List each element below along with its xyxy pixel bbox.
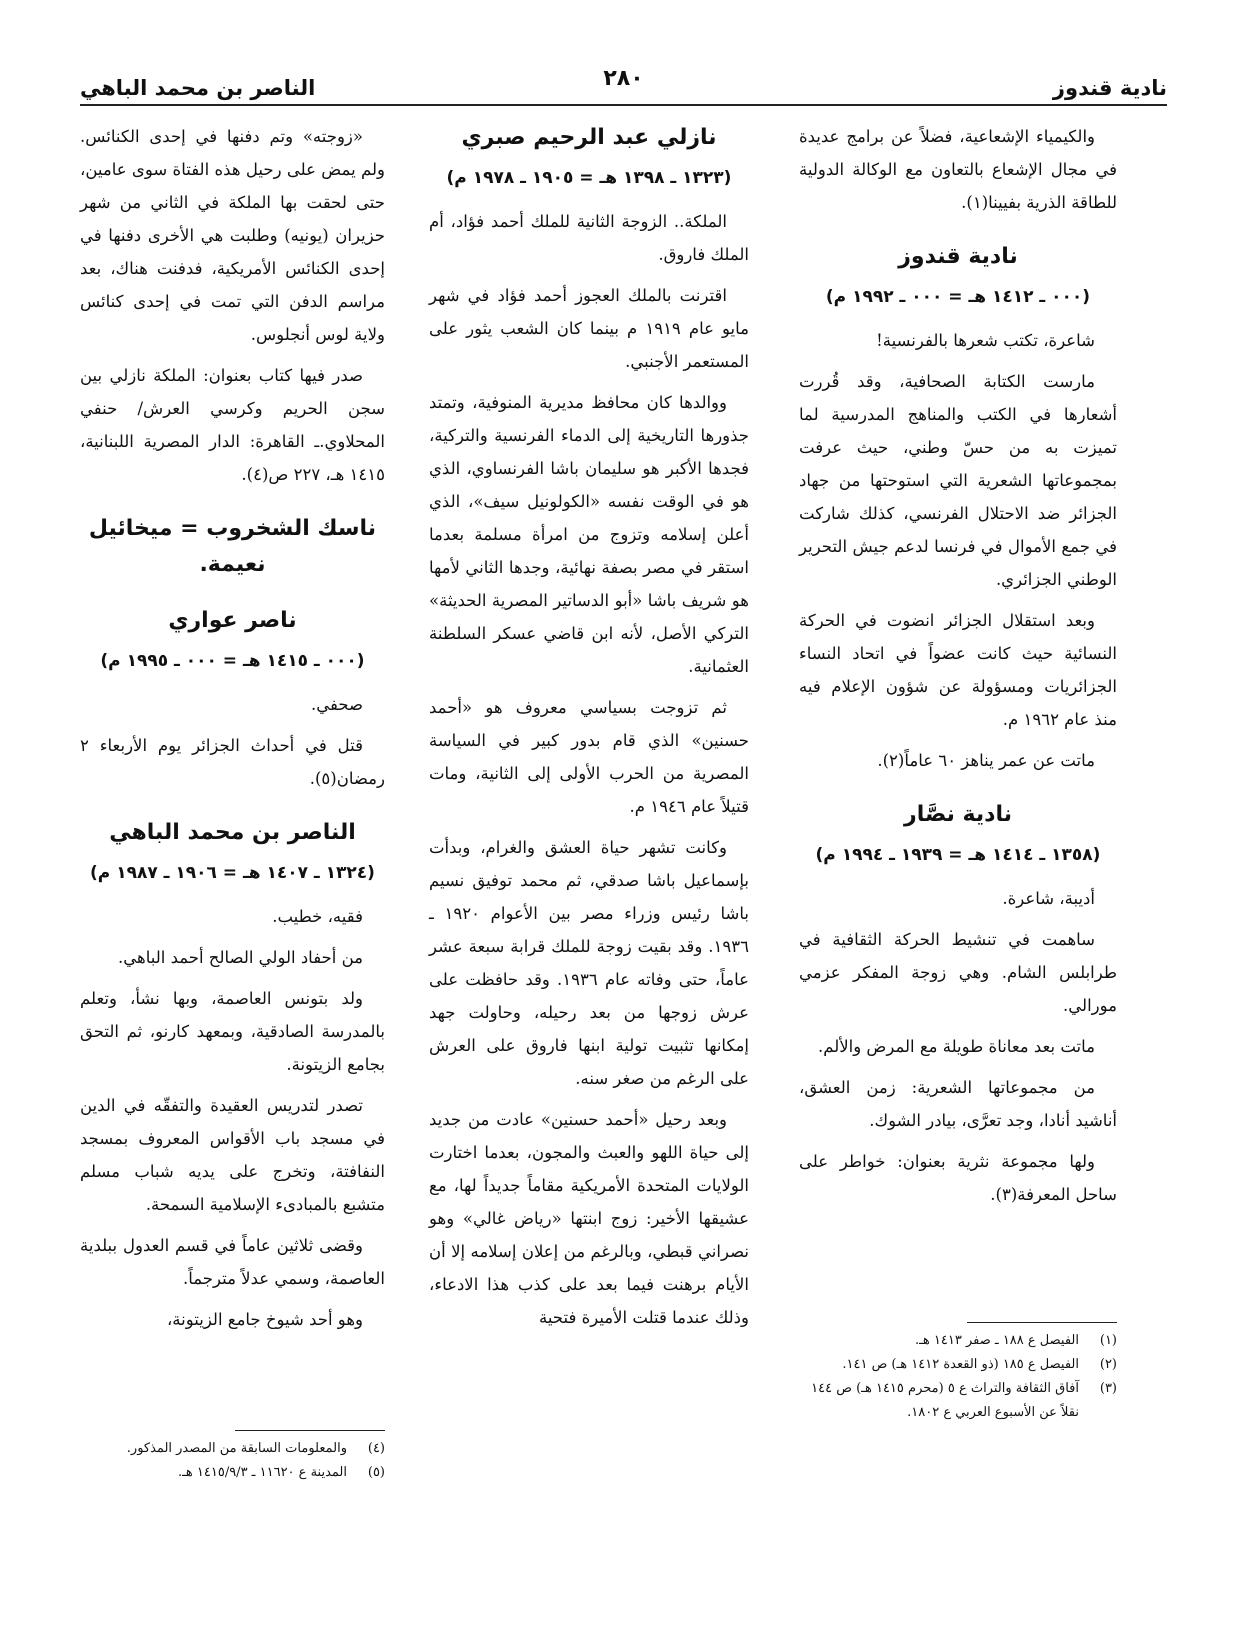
footnote-number: (١) (1099, 1333, 1117, 1348)
footnote (80, 1461, 385, 1485)
entry-paragraph: من مجموعاتها الشعرية: زمن العشق، أناشيد أنادا، وجد تعرَّى، بيادر الشوك. (799, 1078, 1117, 1130)
footnote-text: الفيصل ع ١٨٥ (ذو القعدة ١٤١٢ هـ) ص ١٤١. (842, 1357, 1079, 1372)
entry-dates: (١٣٢٣ ـ ١٣٩٨ هـ = ١٩٠٥ ـ ١٩٧٨ م) (446, 168, 732, 188)
footnote-number: (٣) (1099, 1381, 1117, 1396)
entry-paragraph: تصدر لتدريس العقيدة والتفقّه في الدين في مسجد باب الأقواس المعروف بمسجد النفافتة، وتخرج على يديه شباب مسلم متشبع بالمبادىء الإسلامية السمحة. (80, 1096, 385, 1214)
middle-column (429, 120, 749, 1561)
entry-title: ناصر عواري (168, 608, 297, 633)
entry-title: نادية نصَّار (904, 802, 1012, 827)
entry-paragraph: وبعد استقلال الجزائر انضوت في الحركة النسائية حيث كانت عضواً في اتحاد النساء الجزائريات ومسؤولة عن شؤون الإعلام فيه منذ عام ١٩٦٢ م. (799, 611, 1117, 729)
footnote-number: (٤) (367, 1441, 385, 1456)
page-header (80, 60, 1167, 100)
entry-paragraph: شاعرة، تكتب شعرها بالفرنسية! (876, 331, 1095, 350)
entry-paragraph: الملكة.. الزوجة الثانية للملك أحمد فؤاد، أم الملك فاروق. (429, 212, 749, 264)
entry-paragraph: أديبة، شاعرة. (1002, 889, 1095, 908)
entry-paragraph: قتل في أحداث الجزائر يوم الأربعاء ٢ رمضان(٥). (80, 736, 385, 788)
right-running-head: نادية قندوز (1052, 76, 1167, 100)
entry-title: نادية قندوز (898, 244, 1018, 269)
footnote-rule (235, 1430, 385, 1431)
entry-paragraph: صحفي. (310, 695, 363, 714)
entry-paragraph: وقضى ثلاثين عاماً في قسم العدول ببلدية العاصمة، وسمي عدلاً مترجماً. (80, 1236, 385, 1288)
entry-title: الناصر بن محمد الباهي (109, 820, 356, 845)
entry-title: ناسك الشخروب = ميخائيل نعيمة. (88, 516, 377, 577)
entry-paragraph: وكانت تشهر حياة العشق والغرام، وبدأت بإسماعيل باشا صدقي، ثم محمد توفيق نسيم باشا رئيس وزراء مصر بين الأعوام ١٩٢٠ ـ ١٩٣٦. وقد بقيت زوجة للملك قرابة سبعة عشر عاماً، حتى وفاته عام ١٩٣٦. وقد حافظت على عرش زوجها من بعد رحيله، وحاولت جهد إمكانها تثبيت تولية ابنها فاروق على العرش على الرغم من صغر سنه. (429, 838, 749, 1088)
entry-dates: (١٣٢٤ ـ ١٤٠٧ هـ = ١٩٠٦ ـ ١٩٨٧ م) (90, 863, 375, 883)
left-running-head: الناصر بن محمد الباهي (80, 76, 316, 100)
entry-dates: (٠٠٠ ـ ١٤١٥ هـ = ٠٠٠ ـ ١٩٩٥ م) (100, 651, 365, 671)
footnote-number: (٥) (367, 1465, 385, 1480)
entry-paragraph: ووالدها كان محافظ مديرية المنوفية، وتمتد جذورها التاريخية إلى الدماء الفرنسية والتركية، فجدها الأكبر هو سليمان باشا الفرنساوي، الذي هو في الوقت نفسه «الكولونيل سيف»، الذي أعلن إسلامه وتزوج من امرأة مسلمة بعدما استقر في مصر بصفة نهائية، وجدها الثاني لأمها هو شريف باشا «أبو الدساتير المصرية الحديثة» التركي الأصل، لأنه ابن قاضي عسكر السلطنة العثمانية. (429, 393, 749, 676)
footnote-text: المدينة ع ١١٦٢٠ ـ ١٤١٥/٩/٣ هـ. (177, 1465, 347, 1480)
entry-paragraph: اقترنت بالملك العجوز أحمد فؤاد في شهر مايو عام ١٩١٩ م بينما كان الشعب يثور على المستعمر الأجنبي. (429, 286, 749, 371)
footnote-number: (٢) (1099, 1357, 1117, 1372)
entry-paragraph: وبعد رحيل «أحمد حسنين» عادت من جديد إلى حياة اللهو والعبث والمجون، بعدما اختارت الولايات المتحدة الأمريكية مقاماً جديداً لها، مع عشيقها الأخير: زوج ابنتها «رياض غالي» وهو نصراني قبطي، وبالرغم من إعلان إسلامه إلا أن الأيام برهنت فيما بعد على كذب هذا الادعاء، وذلك عندما قتلت الأميرة فتحية (429, 1110, 749, 1327)
entry-paragraph: من أحفاد الولي الصالح أحمد الباهي. (118, 948, 363, 967)
right-footnotes (799, 1322, 1117, 1425)
footnote-text: والمعلومات السابقة من المصدر المذكور. (126, 1441, 347, 1456)
entry-dates: (١٣٥٨ ـ ١٤١٤ هـ = ١٩٣٩ ـ ١٩٩٤ م) (815, 845, 1101, 865)
footnote (799, 1329, 1117, 1353)
continued-paragraph: والكيمياء الإشعاعية، فضلاً عن برامج عديدة في مجال الإشعاع بالتعاون مع الوكالة الدولية للطاقة الذرية بفيينا(١). (799, 127, 1117, 212)
footnote-text: الفيصل ع ١٨٨ ـ صفر ١٤١٣ هـ. (914, 1333, 1079, 1348)
entry-paragraph: مارست الكتابة الصحافية، وقد قُررت أشعارها في الكتب والمناهج المدرسية لما تميزت به من حسّ وطني، حيث عرفت بمجموعاتها الشعرية التي استوحتها من جهاد الجزائر ضد الاحتلال الفرنسي، كذلك شاركت في جمع الأموال في فرنسا لدعم جيش التحرير الوطني الجزائري. (799, 372, 1117, 589)
entry-paragraph: وهو أحد شيوخ جامع الزيتونة، (166, 1310, 363, 1329)
entry-dates: (٠٠٠ ـ ١٤١٢ هـ = ٠٠٠ ـ ١٩٩٢ م) (825, 287, 1091, 307)
footnote-rule (967, 1322, 1117, 1323)
page-number: ٢٨٠ (603, 66, 644, 91)
continued-paragraph: صدر فيها كتاب بعنوان: الملكة نازلي بين سجن الحريم وكرسي العرش/ حنفي المحلاوي.ـ القاهرة: الدار المصرية اللبنانية، ١٤١٥ هـ، ٢٢٧ ص(٤). (80, 366, 385, 484)
entry-paragraph: ماتت بعد معاناة طويلة مع المرض والألم. (817, 1037, 1095, 1056)
entry-title: نازلي عبد الرحيم صبري (461, 125, 717, 150)
footnote (799, 1377, 1117, 1425)
entry-paragraph: ولها مجموعة نثرية بعنوان: خواطر على ساحل المعرفة(٣). (799, 1152, 1117, 1204)
entry-paragraph: ماتت عن عمر يناهز ٦٠ عاماً(٢). (877, 751, 1095, 770)
footnote-text: آفاق الثقافة والتراث ع ٥ (محرم ١٤١٥ هـ) ص ١٤٤ نقلاً عن الأسبوع العربي ع ١٨٠٢. (811, 1381, 1079, 1420)
entry-paragraph: فقيه، خطيب. (272, 907, 363, 926)
entry-paragraph: ولد بتونس العاصمة، وبها نشأ، وتعلم بالمدرسة الصادقية، وبمعهد كارنو، ثم التحق بجامع الزيتونة. (80, 989, 385, 1074)
entry-paragraph: ساهمت في تنشيط الحركة الثقافية في طرابلس الشام. وهي زوجة المفكر عزمي مورالي. (799, 930, 1117, 1015)
header-rule (80, 104, 1167, 106)
left-column (80, 120, 385, 1561)
footnote (80, 1437, 385, 1461)
entry-paragraph: ثم تزوجت بسياسي معروف هو «أحمد حسنين» الذي قام بدور كبير في السياسة المصرية من الحرب الأولى إلى الثانية، ومات قتيلاً عام ١٩٤٦ م. (429, 698, 749, 816)
continued-paragraph: «زوجته» وتم دفنها في إحدى الكنائس. ولم يمض على رحيل هذه الفتاة سوى عامين، حتى لحقت بها الملكة في الثاني من شهر حزيران (يونيه) وطلبت هي الأخرى دفنها في إحدى الكنائس الأمريكية، فدفنت هناك، بعد مراسم الدفن التي تمت في إحدى كنائس ولاية لوس أنجلوس. (80, 127, 385, 344)
left-footnotes (80, 1430, 385, 1485)
footnote (799, 1353, 1117, 1377)
